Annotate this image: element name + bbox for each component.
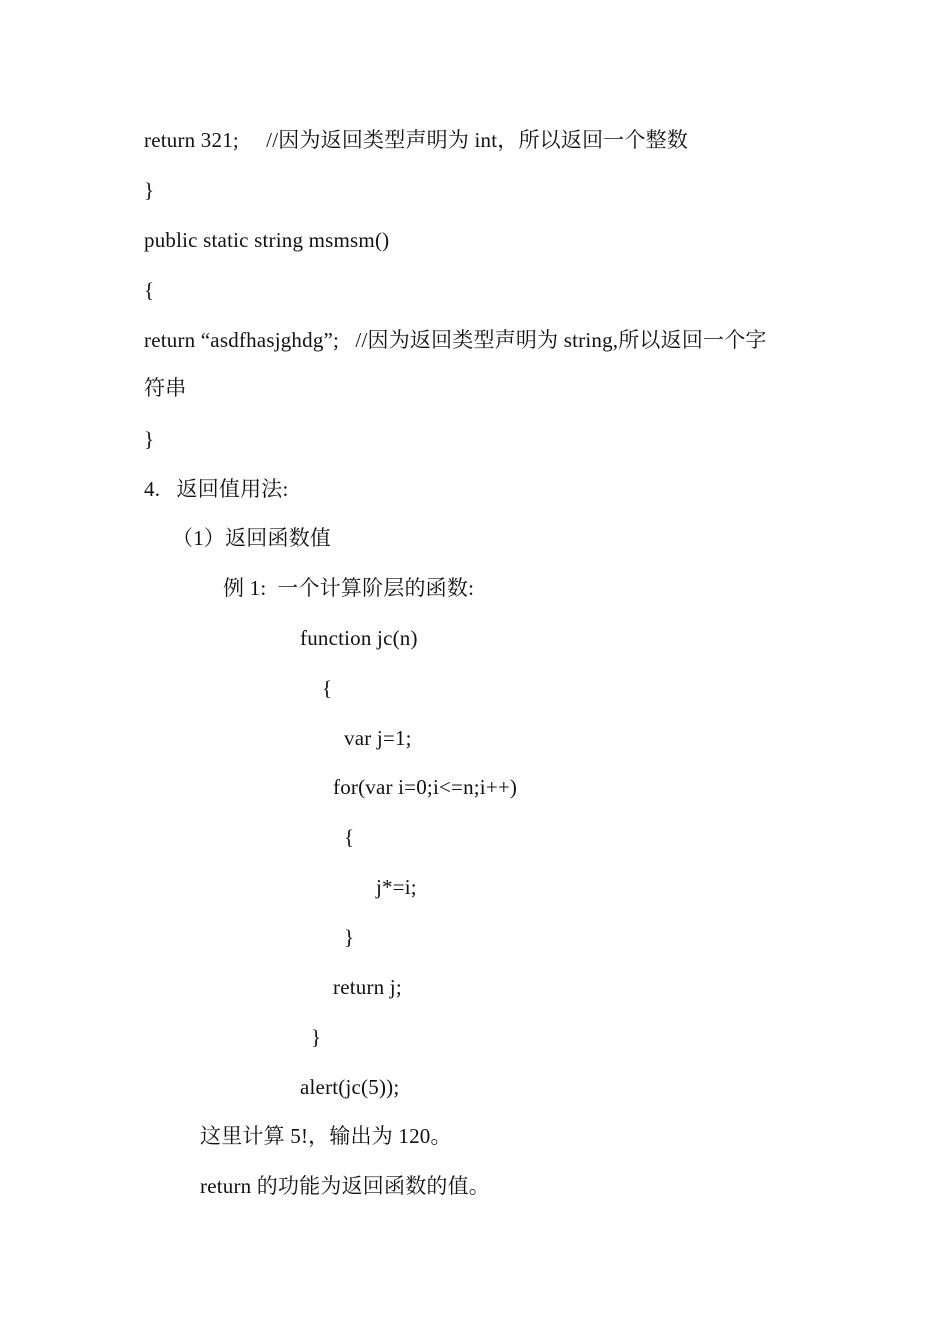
code-line-function-open: { bbox=[322, 676, 333, 700]
section-heading-return-usage: 4. 返回值用法: bbox=[144, 477, 289, 501]
code-line-function-decl: function jc(n) bbox=[300, 626, 418, 650]
code-line-alert: alert(jc(5)); bbox=[300, 1075, 400, 1099]
code-line-close-brace-2: } bbox=[144, 427, 155, 451]
explanation-line-2: return 的功能为返回函数的值。 bbox=[200, 1174, 490, 1198]
code-line-loop-open: { bbox=[344, 825, 355, 849]
code-line-open-brace: { bbox=[144, 278, 155, 302]
code-line-loop-close: } bbox=[344, 925, 355, 949]
code-line-continuation: 符串 bbox=[144, 376, 187, 400]
explanation-line-1: 这里计算 5!，输出为 120。 bbox=[200, 1124, 452, 1148]
code-line-var-j: var j=1; bbox=[344, 726, 412, 750]
code-line-method-signature: public static string msmsm() bbox=[144, 228, 390, 252]
code-line-return-321: return 321; //因为返回类型声明为 int，所以返回一个整数 bbox=[144, 128, 689, 152]
code-line-return-string: return “asdfhasjghdg”; //因为返回类型声明为 string,所以返回一个字 bbox=[144, 328, 767, 352]
code-line-return-j: return j; bbox=[333, 975, 402, 999]
example-heading: 例 1: 一个计算阶层的函数: bbox=[223, 576, 475, 600]
code-line-for-loop: for(var i=0;i<=n;i++) bbox=[333, 775, 518, 799]
subsection-heading: （1）返回函数值 bbox=[172, 526, 332, 550]
code-line-close-brace: } bbox=[144, 178, 155, 202]
code-line-function-close: } bbox=[311, 1025, 322, 1049]
code-line-multiply: j*=i; bbox=[376, 875, 417, 899]
